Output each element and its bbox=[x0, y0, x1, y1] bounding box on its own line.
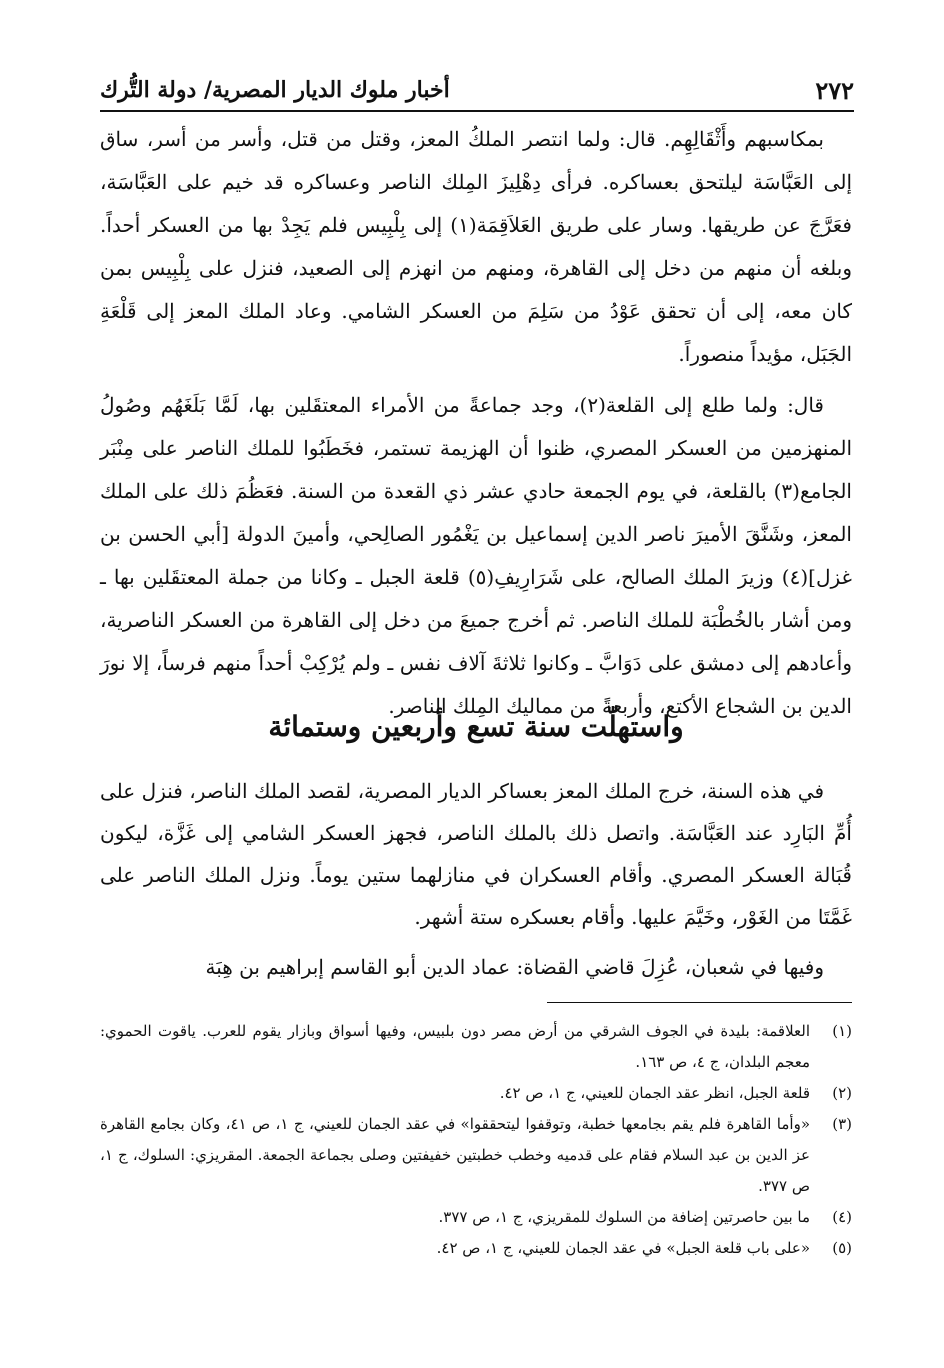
footnote-text: «على باب قلعة الجبل» في عقد الجمان للعيني، ج ١، ص ٤٢. bbox=[436, 1239, 810, 1257]
footnotes bbox=[100, 1016, 852, 1264]
footnote-text: قلعة الجبل، انظر عقد الجمان للعيني، ج ١، ص ٤٢. bbox=[499, 1084, 810, 1102]
footnote-text: «وأما القاهرة فلم يقم بجامعها خطبة، وتوقفوا ليتحققوا» في عقد الجمان للعيني، ج ١، ص ٤١، وكان بجامع القاهرة عز الدين بن عبد السلام فقام على قدميه وخطب خطبتين خفيفتين وصلى بجماعة الجمعة. المقريزي: السلوك، ج ١، ص ٣٧٧. bbox=[100, 1115, 810, 1195]
page-header bbox=[100, 70, 854, 112]
footnote-text: ما بين حاصرتين إضافة من السلوك للمقريزي، ج ١، ص ٣٧٧. bbox=[438, 1208, 810, 1226]
main-text-continued bbox=[100, 770, 852, 996]
footnote bbox=[100, 1233, 852, 1264]
main-text bbox=[100, 118, 852, 736]
footnote-number: (٤) bbox=[832, 1208, 852, 1226]
footnote bbox=[100, 1202, 852, 1233]
footnote-number: (٥) bbox=[832, 1239, 852, 1257]
section-heading: واستهلّت سنة تسع وأربعين وستمائة bbox=[268, 710, 684, 743]
footnote bbox=[100, 1078, 852, 1109]
paragraph: قال: ولما طلع إلى القلعة(٢)، وجد جماعةً من الأمراء المعتقَلين بها، لَمَّا بَلَغَهُم وصُولُ المنهزمين من العسكر المصري، ظنوا أن الهزيمة تستمر، فخَطَبُوا للملك الناصر على مِنْبَر الجامع(٣) بالقلعة، في يوم الجمعة حادي عشر ذي القعدة من السنة. فعَظُمَ ذلك على الملك المعز، وشَنَّقَ الأميرَ ناصر الدين إسماعيل بن يَغْمُور الصالِحي، وأمينَ الدولة [أبي الحسن بن غزل](٤) وزيرَ الملك الصالح، على شَرَارِيفِ(٥) قلعة الجبل ـ وكانا من جملة المعتقَلين بها ـ ومن أشار بالخُطْبَة للملك الناصر. ثم أخرج جميعَ من دخل إلى القاهرة من العسكر الناصرية، وأعادهم إلى دمشق على دَوَابَّ ـ وكانوا ثلاثةَ آلاف نفس ـ ولم يُرْكِبْ أحداً منهم فرساً، إلا نورَ الدين بن الشجاع الأكتع، وأربعةً من مماليك المِلك الناصر. bbox=[100, 393, 852, 718]
paragraph: بمكاسبهم وأَثْقَالِهِم. قال: ولما انتصر الملكُ المعز، وقتل من قتل، وأسر من أسر، ساق إلى العَبَّاسَة ليلتحق بعساكره. فرأى دِهْلِيزَ المِلك الناصر وعساكره قد خيم على العَبَّاسَة، فعَرَّجَ عن طريقها. وسار على طريق العَلاَقِمَة(١) إلى بِلْبِيس فلم يَجِدْ بها من العسكر أحداً. وبلغه أن منهم من دخل إلى القاهرة، ومنهم من انهزم إلى الصعيد، فنزل على بِلْبِيس بمن كان معه، إلى أن تحقق عَوْدُ من سَلِمَ من العسكر الشامي. وعاد الملك المعز إلى قَلْعَةِ الجَبَل، مؤيداً منصوراً. bbox=[100, 127, 852, 366]
footnote-divider bbox=[547, 1002, 852, 1003]
paragraph: وفيها في شعبان، عُزِلَ قاضي القضاة: عماد الدين أبو القاسم إبراهيم بن هِبَة bbox=[205, 955, 824, 979]
footnote bbox=[100, 1109, 852, 1202]
running-title: أخبار ملوك الديار المصرية/ دولة التُّرك bbox=[100, 77, 450, 103]
footnote-text: العلاقمة: بليدة في الجوف الشرقي من أرض مصر دون بلبيس، وفيها أسواق وبازار يقوم للعرب. ياقوت الحموي: معجم البلدان، ج ٤، ص ١٦٣. bbox=[100, 1022, 810, 1071]
footnote-number: (٣) bbox=[832, 1115, 852, 1133]
footnote bbox=[100, 1016, 852, 1078]
footnote-number: (٢) bbox=[832, 1084, 852, 1102]
paragraph: في هذه السنة، خرج الملك المعز بعساكر الديار المصرية، لقصد الملك الناصر، فنزل على أُمِّ البَارِد عند العَبَّاسَة. واتصل ذلك بالملك الناصر، فجهز العسكر الشامي إلى غَزَّة، ليكون قُبَالة العسكر المصري. وأقام العسكران في منازلهما ستين يوماً. ونزل الملك الناصر على غَمَّتَا من الغَوْر، وخَيَّمَ عليها. وأقام بعسكره ستة أشهر. bbox=[100, 779, 852, 929]
page-number: ٢٧٢ bbox=[815, 75, 854, 105]
footnote-number: (١) bbox=[832, 1022, 852, 1040]
